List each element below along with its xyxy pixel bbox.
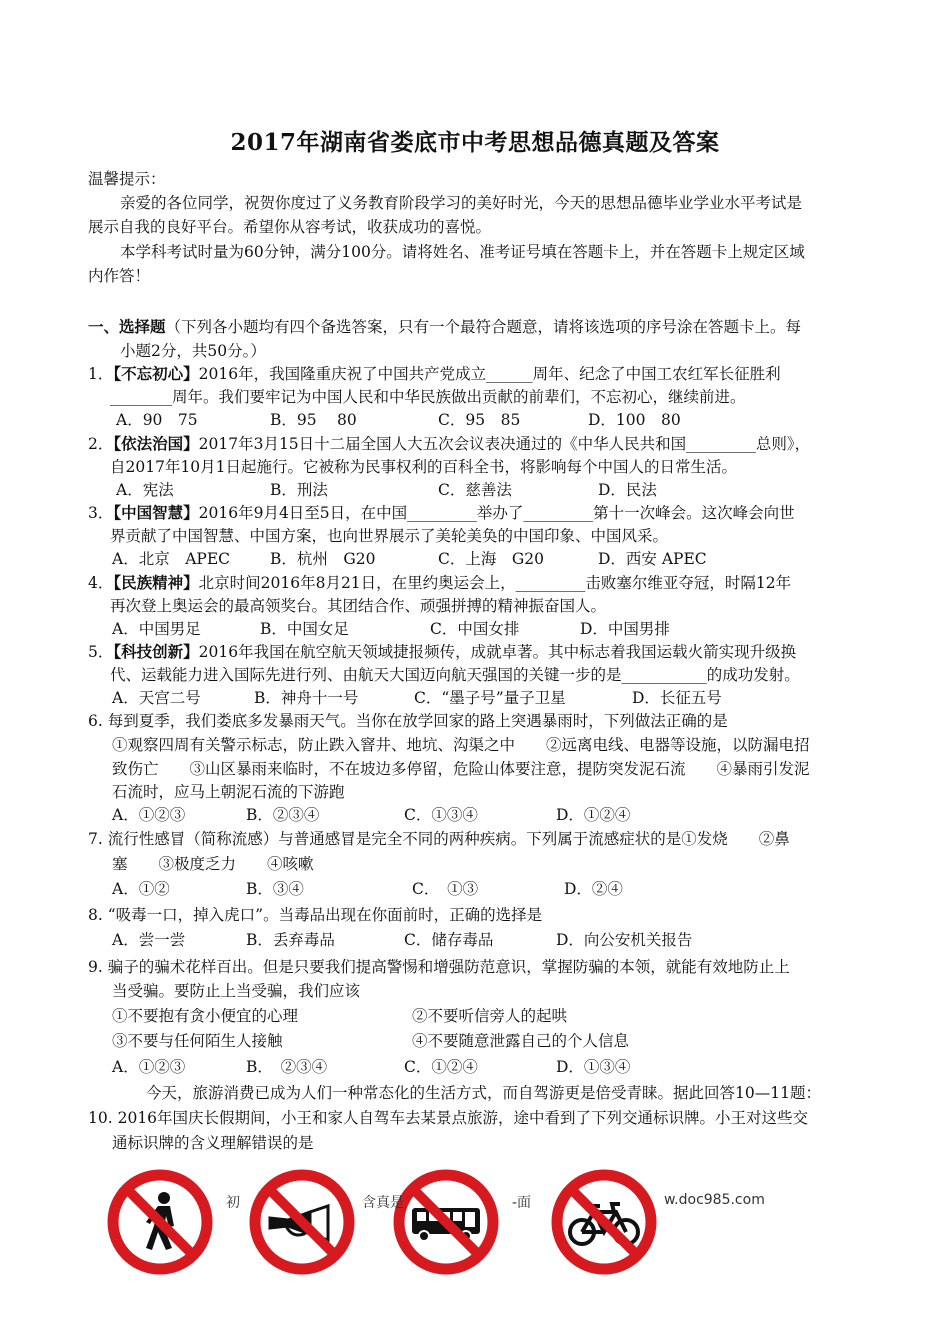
question-6	[88, 711, 728, 731]
q2-option-b: B．刑法	[270, 481, 328, 499]
question-number: 9.	[88, 958, 103, 976]
tip-paragraph-1a: 亲爱的各位同学，祝贺你度过了义务教育阶段学习的美好时光，今天的思想品德毕业学业水平考试是	[120, 194, 803, 212]
question-1-line-2: ________周年。我们要牢记为中国人民和中华民族做出贡献的前辈们，不忘初心，继续前进。	[110, 388, 746, 406]
q1-option-a: A．90 75	[116, 411, 198, 429]
question-number: 3．	[88, 504, 114, 522]
q9-option-b: B． ②③④	[246, 1058, 328, 1076]
tip-paragraph-1b: 展示自我的良好平台。希望你从容考试，收获成功的喜悦。	[88, 218, 492, 236]
q9-option-a: A．①②③	[112, 1058, 186, 1076]
question-9-line-2: 当受骗。要防止上当受骗，我们应该	[112, 982, 361, 1000]
page-title: 2017年湖南省娄底市中考思想品德真题及答案	[230, 129, 720, 156]
question-number: 4．	[88, 574, 114, 592]
q6-option-a: A．①②③	[112, 806, 186, 824]
question-5	[88, 642, 796, 662]
q2-option-a: A．宪法	[116, 481, 174, 499]
question-text: 北京时间2016年8月21日，在里约奥运会上，_________击败塞尔维亚夺冠，时隔12年	[198, 574, 792, 592]
question-tag: 【中国智慧】	[113, 503, 199, 522]
question-text: 2017年3月15日十二届全国人大五次会议表决通过的《中华人民共和国_________总则》，	[198, 435, 811, 453]
q8-option-a: A．尝一尝	[112, 931, 186, 949]
section-1-desc: （下列各小题均有四个备选答案，只有一个最符合题意，请将该选项的序号涂在答题卡上。每	[165, 318, 802, 336]
question-10	[88, 1108, 808, 1128]
q1-option-b: B．95 80	[270, 411, 357, 429]
section-1-desc-b: 小题2分，共50分。）	[120, 342, 266, 360]
q4-option-b: B．中国女足	[260, 620, 349, 638]
q1-option-c: C．95 85	[438, 411, 521, 429]
q7-option-a: A．①②	[112, 880, 170, 898]
question-text: 2016年国庆长假期间，小王和家人自驾车去某景点旅游，途中看到了下列交通标识牌。小王对这些交	[117, 1109, 809, 1127]
question-number: 5．	[88, 643, 114, 661]
q7-option-b: B．③④	[246, 880, 304, 898]
q9-option-c: C．①②④	[404, 1058, 478, 1076]
question-tag: 【依法治国】	[113, 434, 199, 453]
question-3-line-2: 界贡献了中国智慧、中国方案，也向世界展示了美轮美奂的中国印象、中国风采。	[110, 527, 669, 545]
q6-option-b: B．②③④	[246, 806, 320, 824]
q5-option-c: C．“墨子号”量子卫星	[414, 689, 566, 707]
question-4	[88, 573, 791, 593]
question-6-line-2: ①观察四周有关警示标志，防止跌入窨井、地坑、沟渠之中 ②远离电线、电器等设施，以防漏电招	[112, 736, 810, 754]
question-text: 每到夏季，我们娄底多发暴雨天气。当你在放学回家的路上突遇暴雨时，下列做法正确的是	[107, 712, 728, 730]
question-text: 流行性感冒（简称流感）与普通感冒是完全不同的两种疾病。下列属于流感症状的是①发烧 ②鼻	[107, 830, 790, 848]
q9-choice-2: ②不要听信旁人的起哄	[412, 1007, 568, 1025]
question-text: 2016年，我国隆重庆祝了中国共产党成立______周年、纪念了中国工农红军长征胜利	[198, 365, 781, 383]
question-3	[88, 503, 795, 523]
group-intro: 今天，旅游消费已成为人们一种常态化的生活方式，而自驾游更是倍受青睐。据此回答10—11题：	[146, 1084, 821, 1102]
q8-option-b: B．丢弃毒品	[246, 931, 335, 949]
q7-option-c: C． ①③	[412, 880, 479, 898]
question-number: 6.	[88, 712, 103, 730]
q2-option-d: D．民法	[598, 481, 657, 499]
q9-choice-4: ④不要随意泄露自己的个人信息	[412, 1032, 630, 1050]
q5-option-b: B．神舟十一号	[254, 689, 359, 707]
question-2-line-2: 自2017年10月1日起施行。它被称为民事权利的百科全书，将影响每个中国人的日常生活。	[110, 458, 738, 476]
watermark-fragment-3: -面	[512, 1195, 532, 1211]
question-6-line-3: 致伤亡 ③山区暴雨来临时，不在坡边多停留，危险山体要注意，提防突发泥石流 ④暴雨引发泥	[112, 760, 810, 778]
q9-option-d: D．①③④	[556, 1058, 631, 1076]
q7-option-d: D．②④	[564, 880, 623, 898]
q8-option-d: D．向公安机关报告	[556, 931, 693, 949]
tip-paragraph-2b: 内作答！	[88, 267, 151, 285]
question-7-line-2: 塞 ③极度乏力 ④咳嗽	[112, 855, 314, 873]
q9-choice-1: ①不要抱有贪小便宜的心理	[112, 1007, 299, 1025]
question-tag: 【科技创新】	[113, 642, 199, 661]
q8-option-c: C．储存毒品	[404, 931, 494, 949]
no-honking-icon	[248, 1168, 356, 1276]
q4-option-d: D．中国男排	[580, 620, 670, 638]
question-tag: 【不忘初心】	[113, 364, 199, 383]
no-buses-icon	[392, 1168, 500, 1276]
q3-option-c: C．上海 G20	[438, 550, 544, 568]
q9-choice-3: ③不要与任何陌生人接触	[112, 1032, 283, 1050]
q6-option-d: D．①②④	[556, 806, 631, 824]
question-number: 7.	[88, 830, 103, 848]
question-number: 2．	[88, 435, 114, 453]
q5-option-d: D．长征五号	[632, 689, 722, 707]
no-pedestrians-icon	[106, 1168, 214, 1276]
question-number: 10.	[88, 1109, 113, 1127]
question-7	[88, 829, 790, 849]
question-text: “吸毒一口，掉入虎口”。当毒品出现在你面前时，正确的选择是	[107, 906, 543, 924]
question-number: 1．	[88, 365, 114, 383]
question-text: 2016年9月4日至5日，在中国_________举办了_________第十一次峰会。这次峰会向世	[198, 504, 795, 522]
tip-label: 温馨提示：	[88, 170, 166, 188]
question-4-line-2: 再次登上奥运会的最高领奖台。其团结合作、顽强拼搏的精神振奋国人。	[110, 597, 607, 615]
section-1-title: 一、选择题	[88, 317, 166, 336]
tip-paragraph-2a: 本学科考试时量为60分钟，满分100分。请将姓名、准考证号填在答题卡上，并在答题卡上规定区域	[120, 243, 805, 261]
watermark-fragment-2: 含真是	[362, 1195, 404, 1211]
q3-option-b: B．杭州 G20	[270, 550, 376, 568]
question-text: 骗子的骗术花样百出。但是只要我们提高警惕和增强防范意识，掌握防骗的本领，就能有效地防止上	[107, 958, 790, 976]
q3-option-a: A．北京 APEC	[112, 550, 230, 568]
question-1	[88, 364, 781, 384]
q2-option-c: C．慈善法	[438, 481, 512, 499]
q1-option-d: D．100 80	[588, 411, 681, 429]
question-10-line-2: 通标识牌的含义理解错误的是	[112, 1134, 314, 1152]
section-1-header	[88, 317, 801, 337]
q4-option-c: C．中国女排	[430, 620, 520, 638]
watermark-url: w.doc985.com	[664, 1192, 765, 1208]
question-number: 8.	[88, 906, 103, 924]
q6-option-c: C．①③④	[404, 806, 478, 824]
question-tag: 【民族精神】	[113, 573, 199, 592]
question-9	[88, 957, 790, 977]
q3-option-d: D．西安 APEC	[598, 550, 707, 568]
question-2	[88, 434, 810, 454]
q4-option-a: A．中国男足	[112, 620, 201, 638]
no-bicycles-icon	[550, 1168, 658, 1276]
q5-option-a: A．天宫二号	[112, 689, 201, 707]
question-6-line-4: 石流时，应马上朝泥石流的下游跑	[112, 783, 345, 801]
watermark-fragment-1: 初	[226, 1195, 240, 1211]
question-8	[88, 905, 542, 925]
question-text: 2016年我国在航空航天领域捷报频传，成就卓著。其中标志着我国运载火箭实现升级换	[198, 643, 797, 661]
question-5-line-2: 代、运载能力进入国际先进行列、由航天大国迈向航天强国的关键一步的是___________的成功发射。	[110, 666, 800, 684]
